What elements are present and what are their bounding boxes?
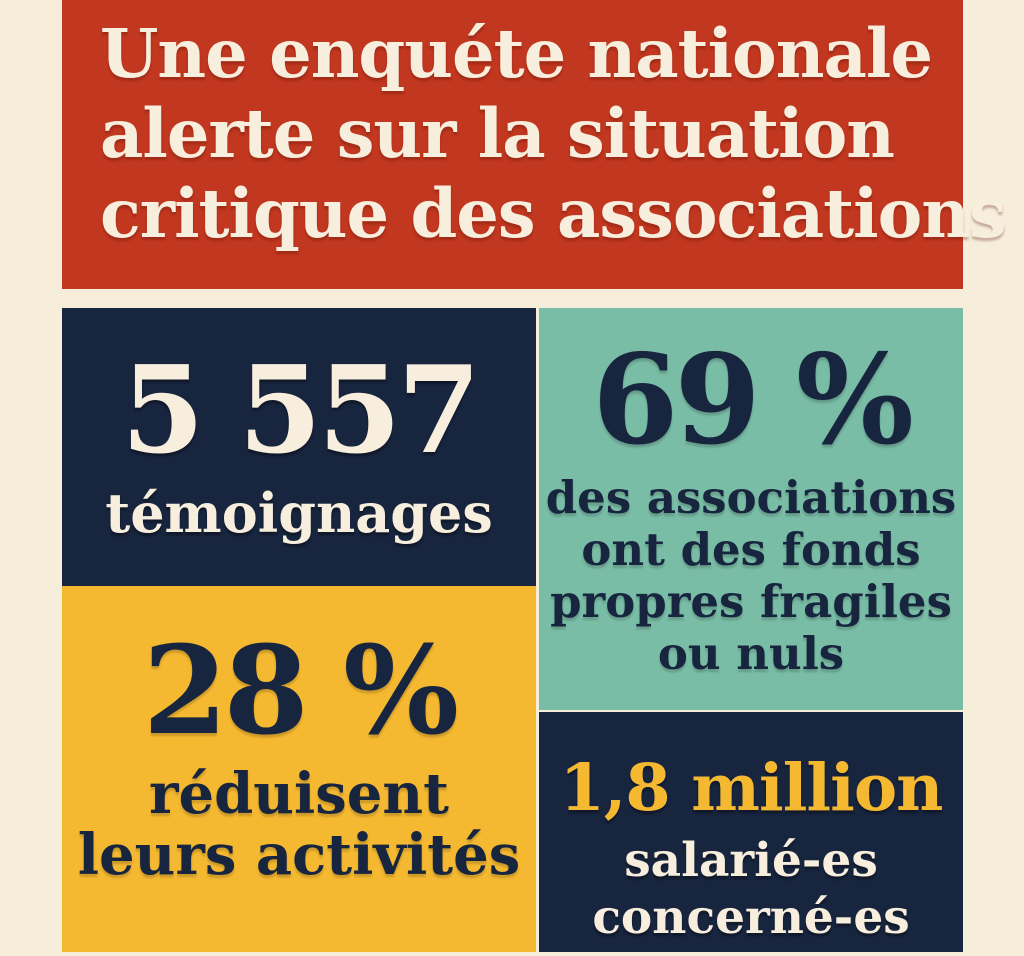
stat-tile-fonds-propres [539, 308, 963, 710]
stat-label-salaries [592, 832, 909, 946]
stat-value-activites: 28 % [142, 618, 456, 762]
stat-label-line: ont des fonds [581, 523, 921, 577]
stat-label-line: ou nuls [657, 627, 845, 681]
title-line-3: critique des associations [100, 174, 1006, 253]
stat-label-line: salarié-es [624, 833, 878, 888]
stat-label-activites [77, 761, 521, 889]
stat-label-temoignages: témoignages [105, 481, 493, 546]
stat-tile-salaries [539, 712, 963, 952]
stat-value-fonds-propres: 69 % [592, 327, 910, 473]
stat-label-line: des associations [545, 471, 957, 525]
title-banner [62, 0, 1006, 289]
title-line-1: Une enquéte nationale [100, 14, 932, 93]
stat-value-salaries: 1,8 million [559, 749, 943, 826]
title-line-2: alerte sur la situation [100, 94, 894, 173]
page-title [62, 0, 1006, 254]
stat-label-line: propres fragiles [550, 575, 952, 629]
stat-label-line: réduisent [148, 761, 449, 828]
stat-tile-activites [62, 586, 536, 952]
stat-value-temoignages: 5 557 [121, 339, 477, 481]
stat-tile-temoignages [62, 308, 536, 586]
stat-label-line: concerné-es [592, 890, 910, 945]
stat-label-line: leurs activités [77, 822, 521, 889]
stat-label-fonds-propres [546, 472, 957, 680]
